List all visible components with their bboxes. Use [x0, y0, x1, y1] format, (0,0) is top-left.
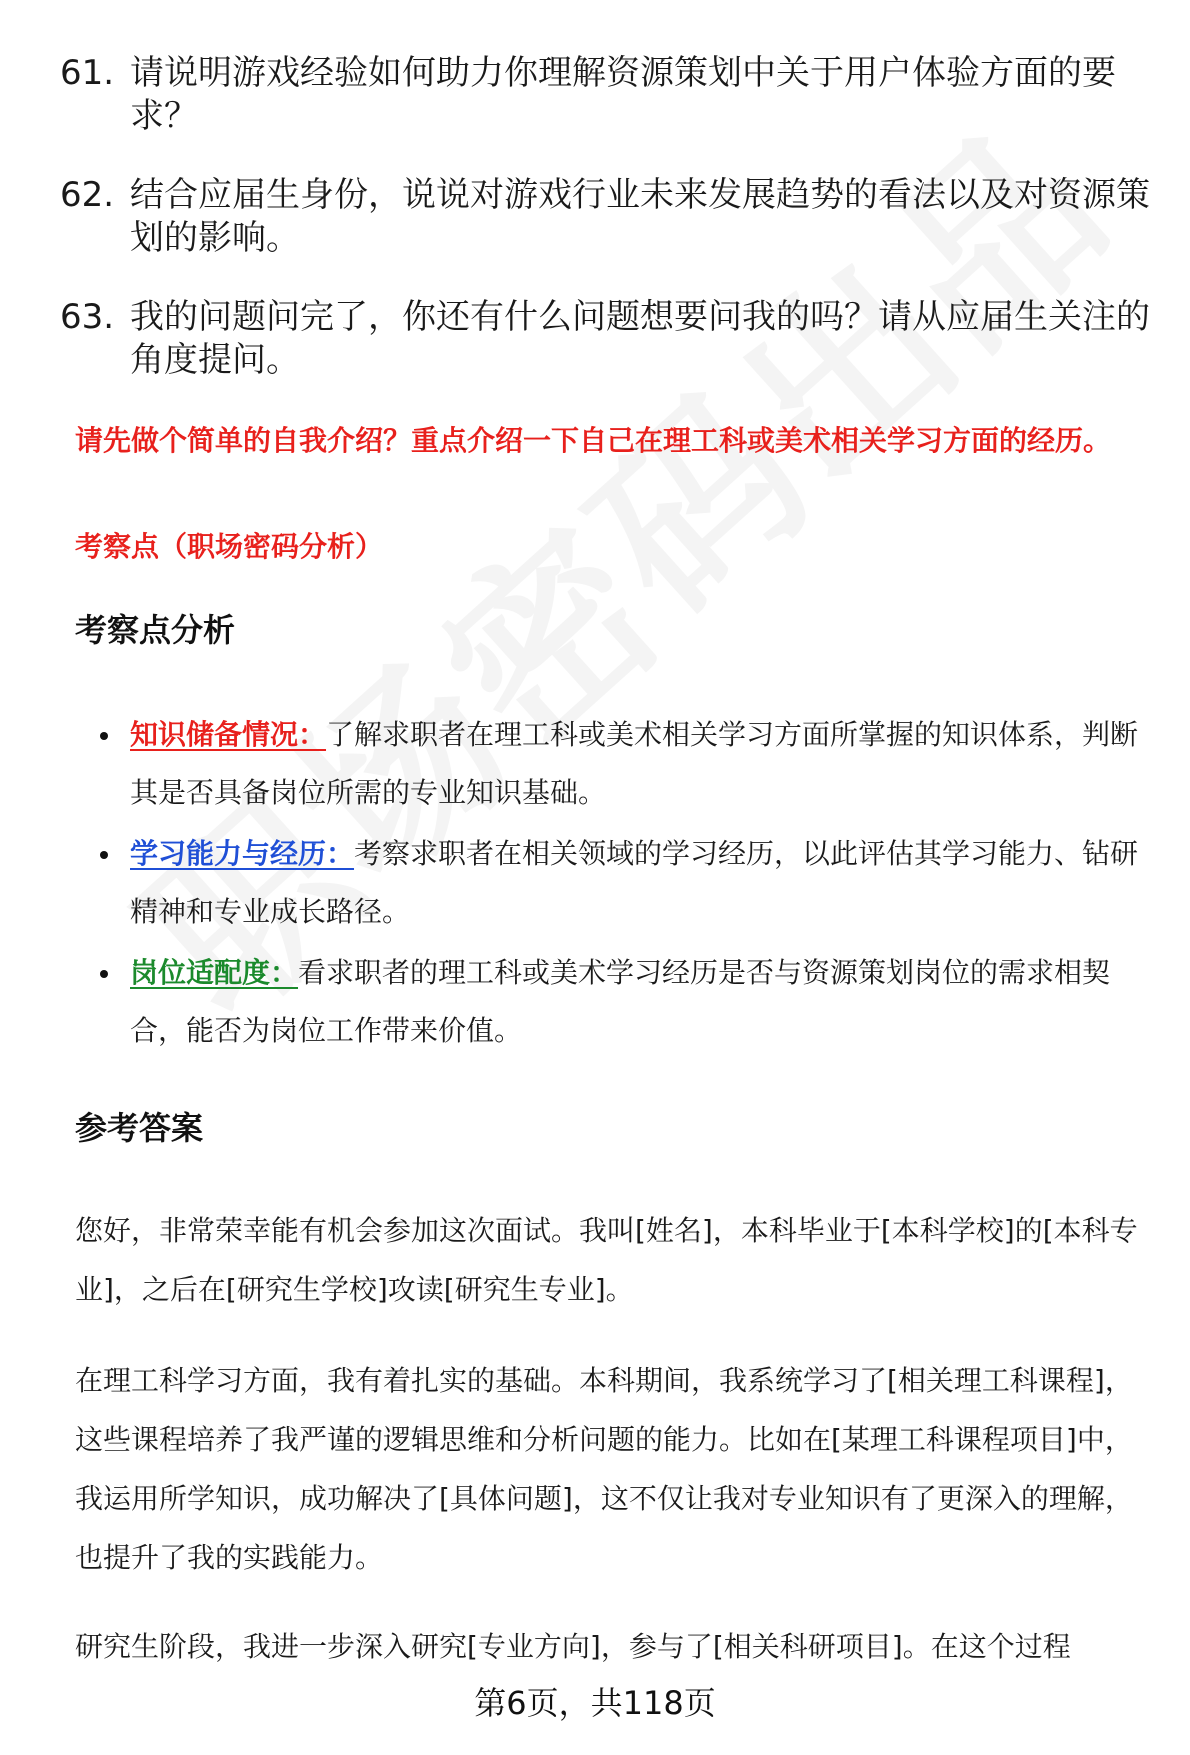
- question-text: 请说明游戏经验如何助力你理解资源策划中关于用户体验方面的要求？: [130, 53, 1116, 136]
- question-item: [60, 52, 1160, 138]
- answer-paragraph: 您好，非常荣幸能有机会参加这次面试。我叫[姓名]，本科毕业于[本科学校]的[本科专业]，之后在[研究生学校]攻读[研究生专业]。: [75, 1214, 1138, 1306]
- section-subtitle: 考察点（职场密码分析）: [75, 530, 384, 563]
- page-footer: 第6页，共118页: [474, 1684, 716, 1722]
- question-item: [60, 296, 1160, 382]
- question-item: [60, 174, 1160, 260]
- answer-paragraph: 在理工科学习方面，我有着扎实的基础。本科期间，我系统学习了[相关理工科课程]，这些课程培养了我严谨的逻辑思维和分析问题的能力。比如在[某理工科课程项目]中，我运用所学知识，成功解决了[具体问题]，这不仅让我对专业知识有了更深入的理解，也提升了我的实践能力。: [75, 1364, 1133, 1574]
- list-item: [100, 825, 1160, 941]
- bullet-dot-icon: [100, 732, 108, 740]
- bullet-dot-icon: [100, 970, 108, 978]
- bullet-dot-icon: [100, 851, 108, 859]
- section-question-title: 请先做个简单的自我介绍？重点介绍一下自己在理工科或美术相关学习方面的经历。: [75, 424, 1112, 457]
- question-number: 63.: [60, 297, 115, 337]
- bullet-label: 学习能力与经历：: [130, 837, 355, 870]
- list-item: [100, 706, 1160, 822]
- bullet-text: 看求职者的理工科或美术学习经历是否与资源策划岗位的需求相契合，能否为岗位工作带来价值。: [130, 956, 1111, 1047]
- analysis-list: [100, 706, 1160, 1063]
- question-list: [60, 52, 1160, 418]
- question-number: 61.: [60, 53, 115, 93]
- question-number: 62.: [60, 175, 115, 215]
- bullet-label: 岗位适配度：: [130, 956, 299, 989]
- answer-heading: 参考答案: [75, 1109, 204, 1147]
- bullet-text: 考察求职者在相关领域的学习经历，以此评估其学习能力、钻研精神和专业成长路径。: [130, 837, 1139, 928]
- analysis-heading: 考察点分析: [75, 611, 236, 649]
- question-text: 我的问题问完了，你还有什么问题想要问我的吗？请从应届生关注的角度提问。: [130, 297, 1150, 380]
- bullet-text: 了解求职者在理工科或美术相关学习方面所掌握的知识体系，判断其是否具备岗位所需的专业知识基础。: [130, 718, 1139, 809]
- question-text: 结合应届生身份，说说对游戏行业未来发展趋势的看法以及对资源策划的影响。: [130, 175, 1150, 258]
- list-item: [100, 944, 1160, 1060]
- answer-paragraph: 研究生阶段，我进一步深入研究[专业方向]，参与了[相关科研项目]。在这个过程: [75, 1630, 1071, 1663]
- bullet-label: 知识储备情况：: [130, 718, 327, 751]
